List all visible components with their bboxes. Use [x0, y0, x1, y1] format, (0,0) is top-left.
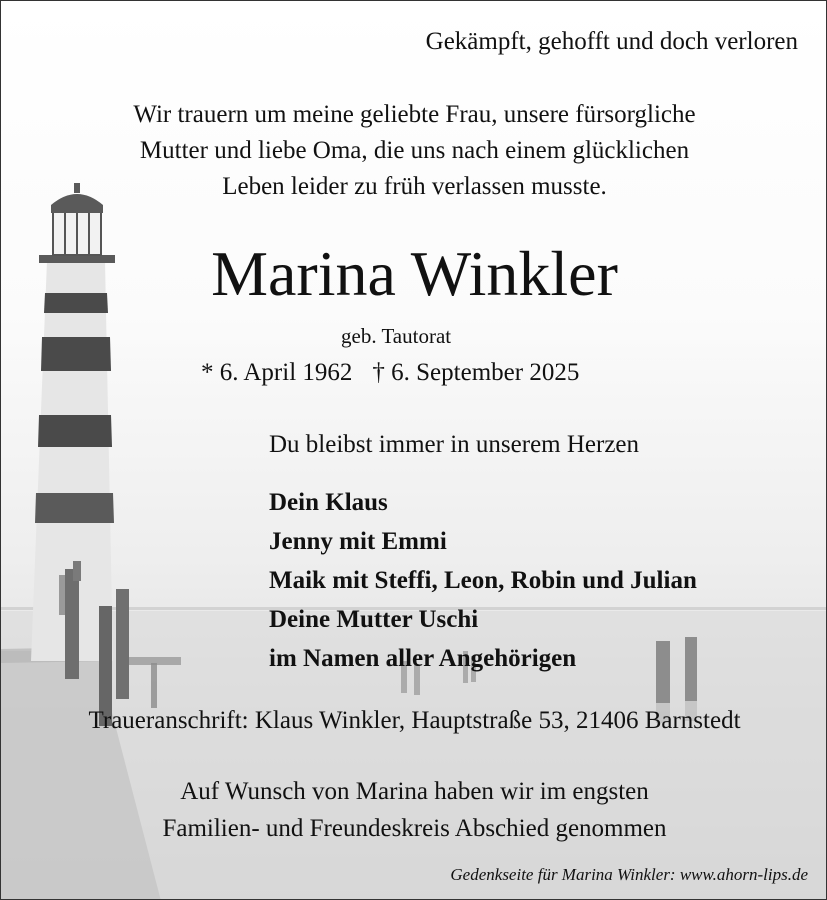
signer: im Namen aller Angehörigen [269, 645, 577, 672]
intro-line: Mutter und liebe Oma, die uns nach einem glücklichen [139, 137, 690, 164]
signer: Dein Klaus [269, 489, 388, 516]
intro-text [1, 97, 827, 205]
intro-line: Leben leider zu früh verlassen musste. [222, 173, 607, 200]
life-dates [201, 359, 579, 387]
signer: Deine Mutter Uschi [269, 606, 479, 633]
death-date: † 6. September 2025 [372, 359, 580, 386]
birth-name: geb. Tautorat [341, 324, 452, 348]
closing-line: Familien- und Freundeskreis Abschied genommen [162, 815, 667, 842]
signers-list [269, 483, 697, 678]
signer: Jenny mit Emmi [269, 528, 447, 555]
birth-date: * 6. April 1962 [201, 359, 353, 386]
deceased-name: Marina Winkler [211, 238, 618, 309]
mourning-address: Traueranschrift: Klaus Winkler, Hauptstraße 53, 21406 Barnstedt [88, 707, 741, 734]
motto: Gekämpft, gehofft und doch verloren [425, 28, 798, 55]
intro-line: Wir trauern um meine geliebte Frau, unsere fürsorgliche [133, 101, 696, 128]
closing-text [1, 773, 827, 847]
farewell-line: Du bleibst immer in unserem Herzen [269, 431, 640, 458]
memorial-page-link: Gedenkseite für Marina Winkler: www.ahorn-lips.de [450, 865, 808, 884]
closing-line: Auf Wunsch von Marina haben wir im engsten [180, 778, 649, 805]
signer: Maik mit Steffi, Leon, Robin und Julian [269, 567, 697, 594]
